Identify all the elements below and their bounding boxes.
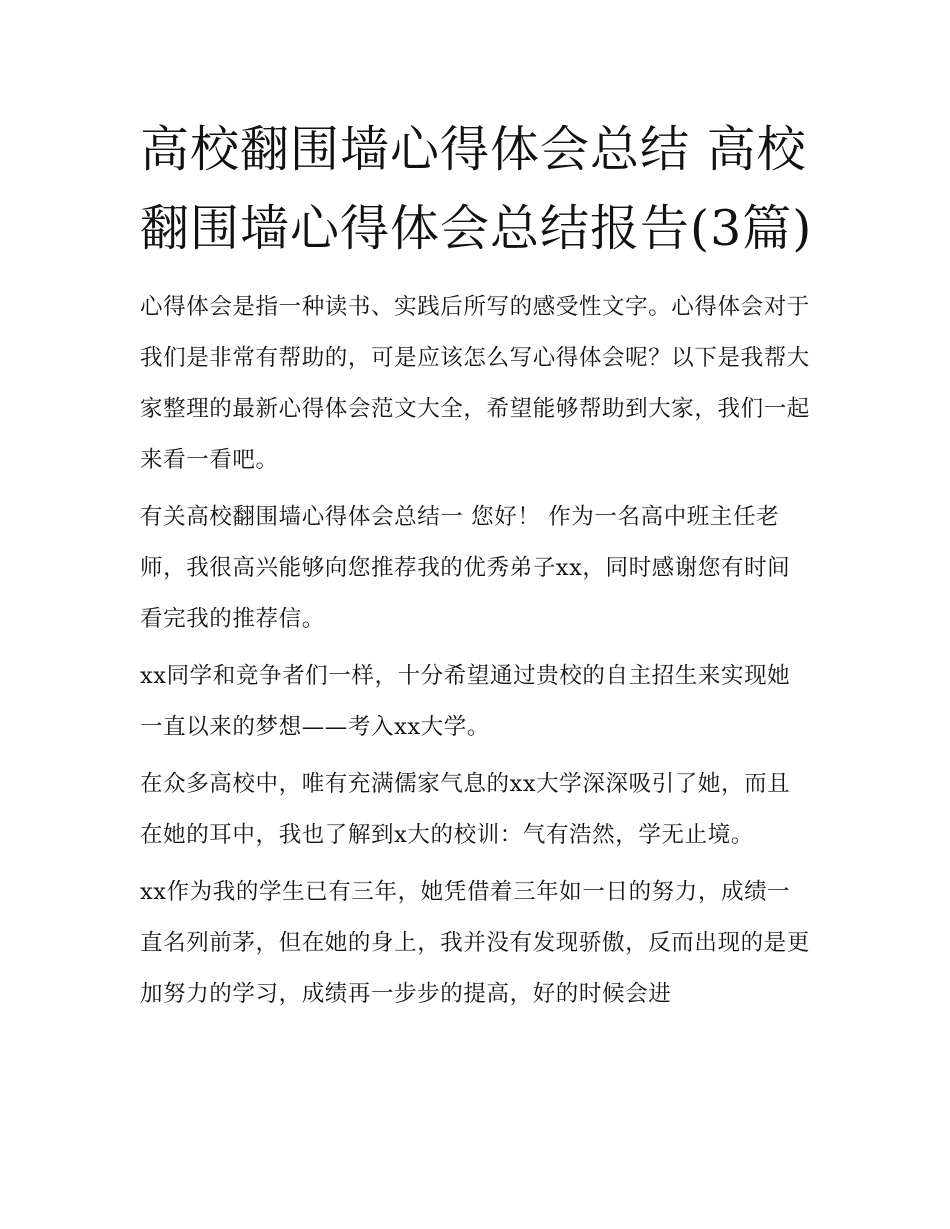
body-paragraph: xx作为我的学生已有三年，她凭借着三年如一日的努力，成绩一直名列前茅，但在她的身上，我并没有发现骄傲，反而出现的是更加努力的学习，成绩再一步步的提高，好的时候会进 [140,879,810,1007]
body-paragraph: xx同学和竞争者们一样，十分希望通过贵校的自主招生来实现她一直以来的梦想——考入xx大学。 [140,663,791,740]
document-title: 高校翻围墙心得体会总结 高校翻围墙心得体会总结报告(3篇) [140,121,813,257]
body-paragraph: 在众多高校中，唯有充满儒家气息的xx大学深深吸引了她，而且在她的耳中，我也了解到x大的校训：气有浩然，学无止境。 [140,771,791,848]
document-body [140,110,820,1020]
intro-paragraph: 心得体会是指一种读书、实践后所写的感受性文字。心得体会对于我们是非常有帮助的，可是应该怎么写心得体会呢？以下是我帮大家整理的最新心得体会范文大全，希望能够帮助到大家，我们一起来看一看吧。 [140,294,810,473]
body-paragraph: 有关高校翻围墙心得体会总结一 您好！ 作为一名高中班主任老师，我很高兴能够向您推荐我的优秀弟子xx，同时感谢您有时间看完我的推荐信。 [140,504,791,632]
